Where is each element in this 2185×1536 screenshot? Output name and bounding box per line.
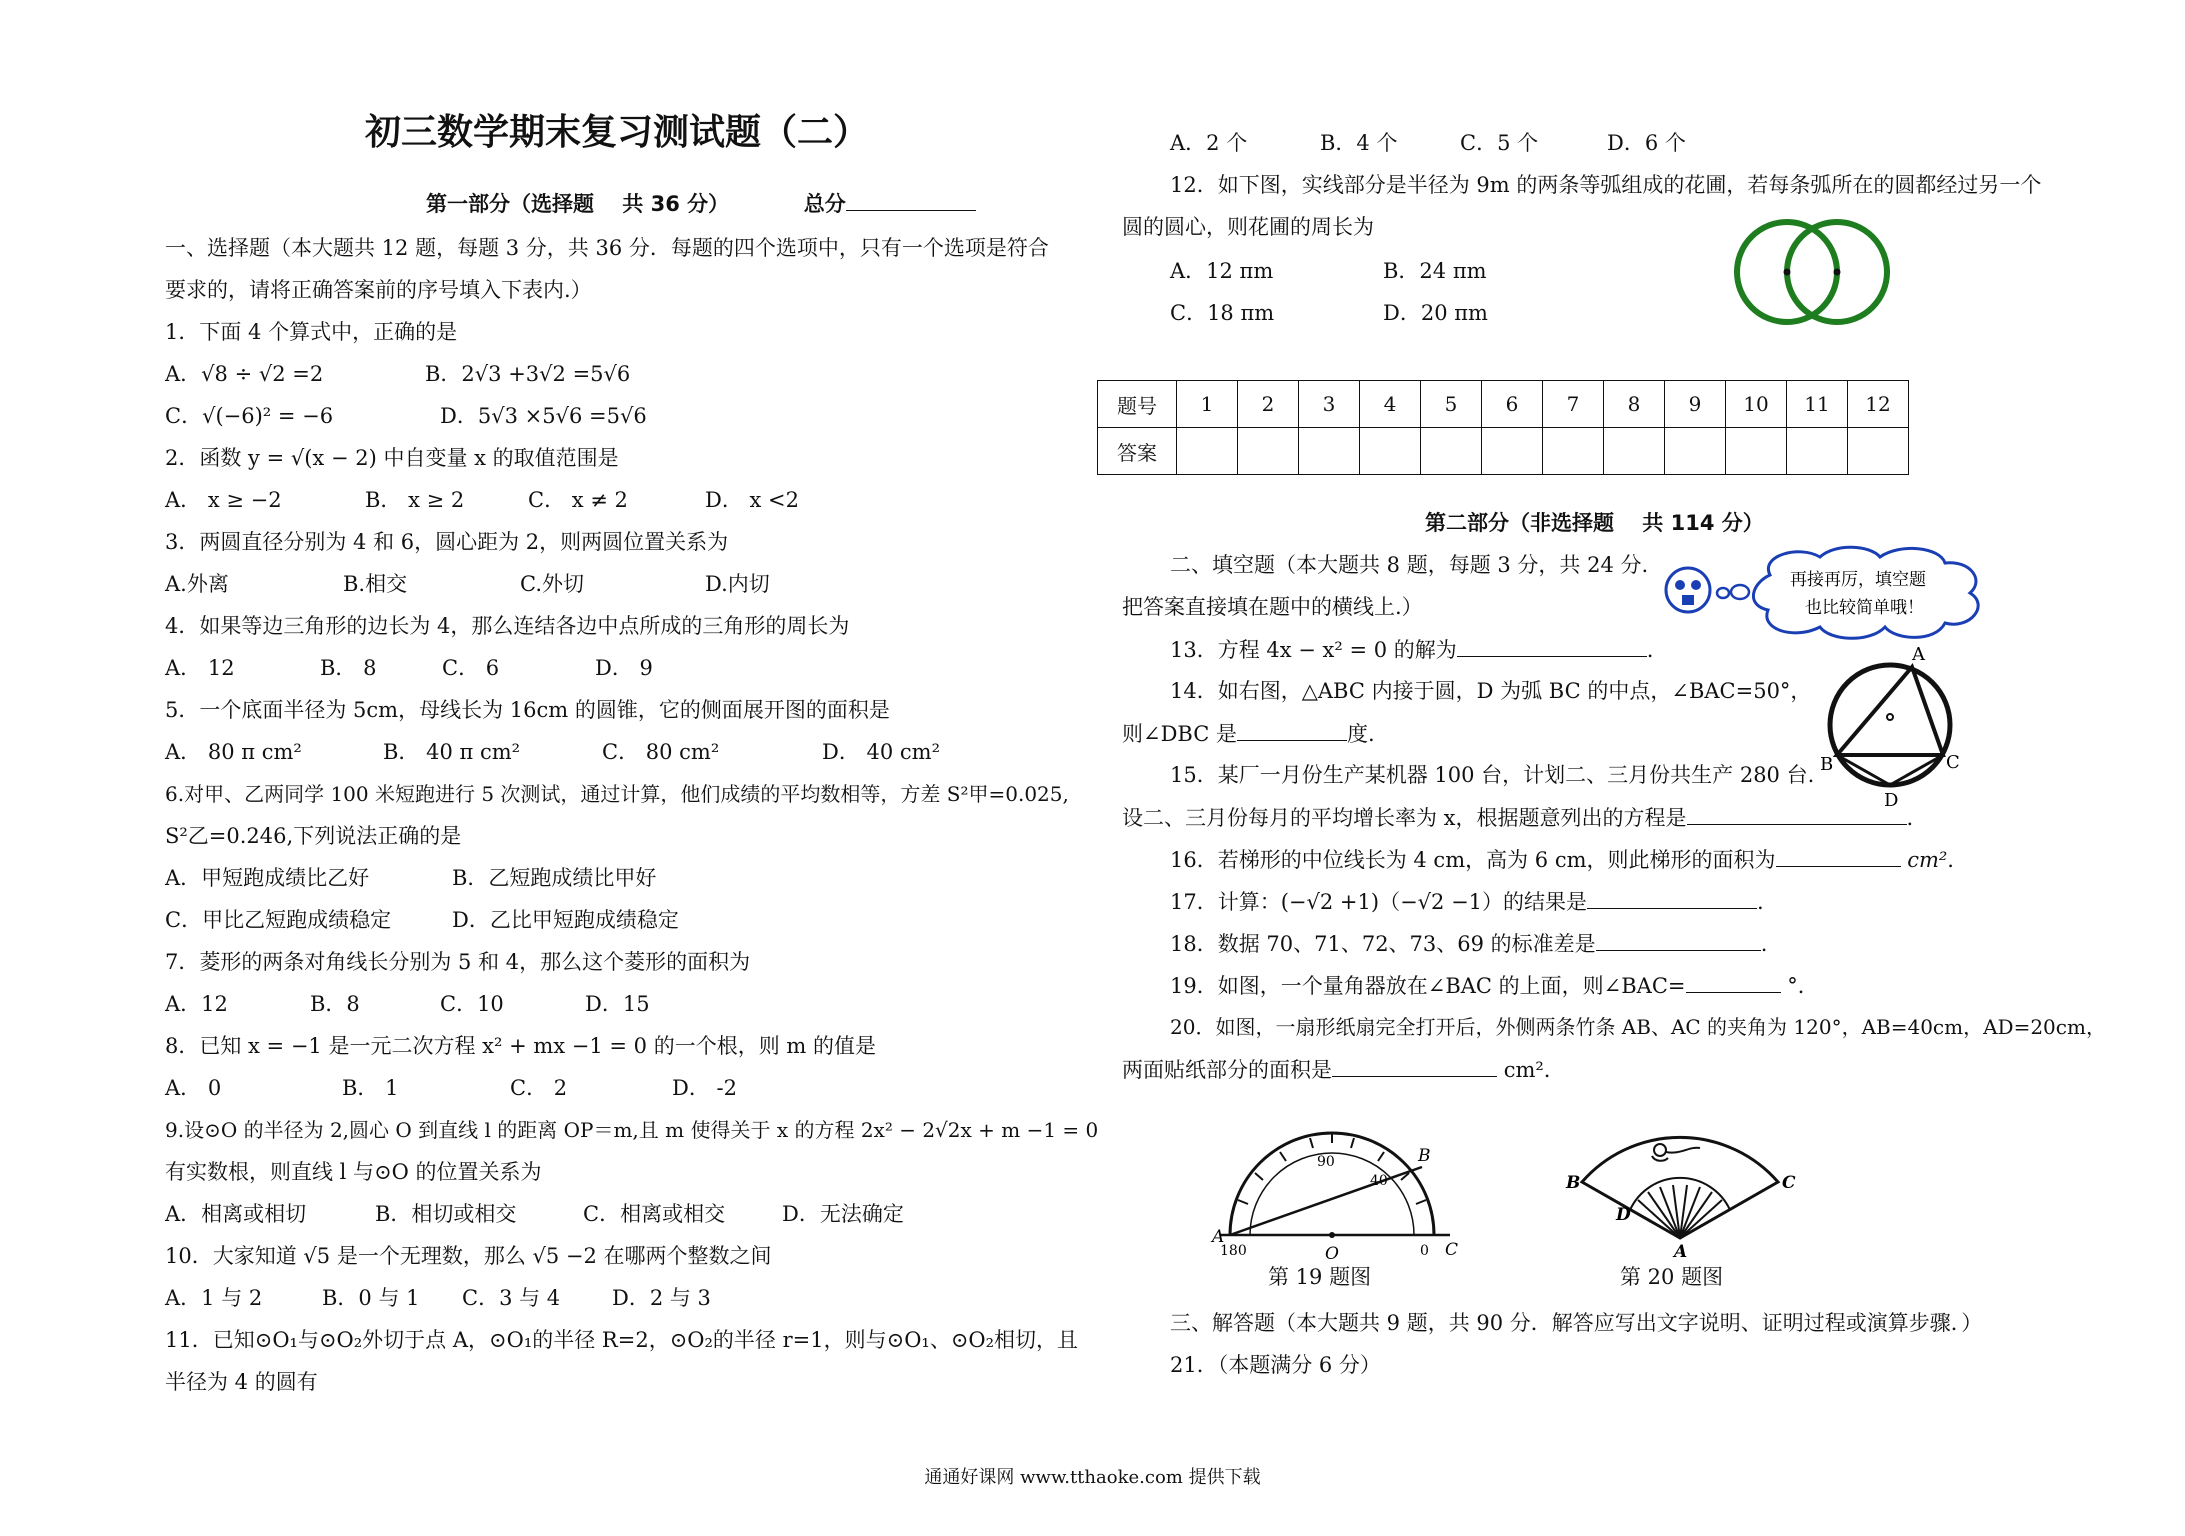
answer-cell[interactable] <box>1726 428 1787 475</box>
answer-table-number: 9 <box>1665 381 1726 428</box>
q3-option-a: A.外离 <box>165 572 229 596</box>
q9-stem-1: 9.设⊙O 的半径为 2,圆心 O 到直线 l 的距离 OP＝m,且 m 使得关于 x 的方程 2x² − 2√2x + m −1 = 0 <box>165 1118 1099 1142</box>
q1-stem: 1．下面 4 个算式中，正确的是 <box>165 320 458 344</box>
q6-option-b: B．乙短跑成绩比甲好 <box>452 866 657 890</box>
section1-intro-1: 一、选择题（本大题共 12 题，每题 3 分，共 36 分．每题的四个选项中，只有一个选项是符合 <box>165 236 1049 260</box>
answer-table-answer-label: 答案 <box>1098 428 1177 475</box>
section3-intro: 三、解答题（本大题共 9 题，共 90 分．解答应写出文字说明、证明过程或演算步骤．） <box>1170 1311 1983 1335</box>
answer-table-number: 4 <box>1360 381 1421 428</box>
fig20-fan-outline <box>1582 1137 1778 1238</box>
q11-option-d: D．6 个 <box>1607 131 1686 155</box>
fig20-flower-decoration <box>1652 1144 1700 1161</box>
answer-cell[interactable] <box>1238 428 1299 475</box>
q12-option-b: B．24 πm <box>1383 259 1487 283</box>
answer-cell[interactable] <box>1543 428 1604 475</box>
part1-heading: 第一部分（选择题 共 36 分） 总分 <box>426 188 976 219</box>
fig19-label-b: B <box>1418 1146 1431 1166</box>
mascot-icon <box>1666 568 1710 612</box>
q3-option-b: B.相交 <box>343 572 408 596</box>
answer-table-number: 2 <box>1238 381 1299 428</box>
q16-line: 16．若梯形的中位线长为 4 cm，高为 6 cm，则此梯形的面积为 cm². <box>1170 844 1954 875</box>
q5-option-d: D． 40 cm² <box>822 740 941 764</box>
answer-table-number: 3 <box>1299 381 1360 428</box>
q16-blank[interactable] <box>1776 844 1901 867</box>
q5-option-a: A． 80 π cm² <box>165 740 302 764</box>
q5-option-b: B． 40 π cm² <box>383 740 521 764</box>
q6-option-d: D．乙比甲短跑成绩稳定 <box>452 908 679 932</box>
q8-option-d: D． -2 <box>672 1076 737 1100</box>
bubble-text-1: 再接再厉，填空题 <box>1790 570 1926 590</box>
answer-cell[interactable] <box>1848 428 1909 475</box>
q4-stem: 4．如果等边三角形的边长为 4，那么连结各边中点所成的三角形的周长为 <box>165 614 850 638</box>
q3-option-d: D.内切 <box>705 572 770 596</box>
q14-line-2: 则∠DBC 是 度. <box>1122 718 1375 749</box>
answer-table-number: 12 <box>1848 381 1909 428</box>
q9-option-c: C．相离或相交 <box>583 1202 726 1226</box>
q7-option-b: B．8 <box>310 992 360 1016</box>
fig14-label-d: D <box>1884 790 1899 810</box>
q5-stem: 5．一个底面半径为 5cm，母线长为 16cm 的圆锥，它的侧面展开图的面积是 <box>165 698 890 722</box>
answer-table-number: 11 <box>1787 381 1848 428</box>
fig20-label-a: A <box>1674 1242 1688 1260</box>
answer-table-number-label: 题号 <box>1098 381 1177 428</box>
q7-option-a: A．12 <box>165 992 228 1016</box>
fig14-figure <box>1820 640 1960 810</box>
q7-stem: 7．菱形的两条对角线长分别为 5 和 4，那么这个菱形的面积为 <box>165 950 751 974</box>
speech-bubble <box>1753 547 1978 638</box>
fig19-tick-180: 180 <box>1220 1243 1247 1259</box>
q6-stem-1: 6.对甲、乙两同学 100 米短跑进行 5 次测试，通过计算，他们成绩的平均数相等，方差 S²甲=0.025, <box>165 782 1069 806</box>
q11-stem-1: 11．已知⊙O₁与⊙O₂外切于点 A，⊙O₁的半径 R=2，⊙O₂的半径 r=1，则与⊙O₁、⊙O₂相切，且 <box>165 1328 1079 1352</box>
q2-option-c: C． x ≠ 2 <box>528 488 628 512</box>
q15-line-2: 设二、三月份每月的平均增长率为 x，根据题意列出的方程是 . <box>1122 802 1913 833</box>
q15-blank[interactable] <box>1687 802 1907 825</box>
fig14-label-b: B <box>1820 754 1834 775</box>
q12-option-c: C．18 πm <box>1170 301 1275 325</box>
bubble-text-2: 也比较简单哦！ <box>1805 598 1924 618</box>
fig19-label-c: C <box>1445 1240 1459 1260</box>
q11-option-b: B．4 个 <box>1320 131 1398 155</box>
q11-stem-2: 半径为 4 的圆有 <box>165 1370 318 1394</box>
q10-option-d: D．2 与 3 <box>612 1286 711 1310</box>
fig14-label-c: C <box>1946 752 1960 773</box>
q3-option-c: C.外切 <box>520 572 584 596</box>
fig20-figure <box>1560 1120 1800 1260</box>
q14-blank[interactable] <box>1237 718 1347 741</box>
q10-option-b: B．0 与 1 <box>322 1286 420 1310</box>
q8-option-c: C． 2 <box>510 1076 568 1100</box>
q18-line: 18．数据 70、71、72、73、69 的标准差是 . <box>1170 928 1767 959</box>
section2-intro-1: 二、填空题（本大题共 8 题，每题 3 分，共 24 分. <box>1170 553 1649 577</box>
fig19-label-o: O <box>1325 1244 1339 1264</box>
q11-option-a: A．2 个 <box>1170 131 1248 155</box>
q15-line-1: 15．某厂一月份生产某机器 100 台，计划二、三月份共生产 280 台. <box>1170 763 1815 787</box>
fig19-tick-0: 0 <box>1420 1243 1429 1259</box>
q7-option-c: C．10 <box>440 992 504 1016</box>
fig12-figure <box>1725 215 1895 335</box>
q9-option-d: D．无法确定 <box>782 1202 904 1226</box>
answer-table-number: 8 <box>1604 381 1665 428</box>
q20-line-2: 两面贴纸部分的面积是 cm². <box>1122 1054 1550 1085</box>
fig19-figure <box>1210 1125 1470 1265</box>
fig20-caption: 第 20 题图 <box>1620 1265 1724 1289</box>
q12-option-d: D．20 πm <box>1383 301 1488 325</box>
answer-table-number-row <box>1098 381 1909 428</box>
q1-option-b: B．2√3 +3√2 =5√6 <box>425 362 631 386</box>
q17-blank[interactable] <box>1587 886 1757 909</box>
answer-cell[interactable] <box>1482 428 1543 475</box>
q4-option-d: D． 9 <box>595 656 653 680</box>
q13-line: 13．方程 4x − x² = 0 的解为 . <box>1170 634 1653 665</box>
q14-line-1: 14．如右图，△ABC 内接于圆，D 为弧 BC 的中点，∠BAC=50°， <box>1170 679 1812 703</box>
section1-intro-2: 要求的，请将正确答案前的序号填入下表内.） <box>165 278 592 302</box>
q1-option-d: D．5√3 ×5√6 =5√6 <box>440 404 647 428</box>
answer-cell[interactable] <box>1177 428 1238 475</box>
answer-table-answer-row <box>1098 428 1909 475</box>
answer-table-number: 7 <box>1543 381 1604 428</box>
q21-title: 21．（本题满分 6 分） <box>1170 1353 1381 1377</box>
q1-option-a: A．√8 ÷ √2 =2 <box>165 362 324 386</box>
q13-blank[interactable] <box>1457 634 1647 657</box>
answer-cell[interactable] <box>1787 428 1848 475</box>
section2-intro-2: 把答案直接填在题中的横线上.） <box>1122 595 1423 619</box>
fig20-ribs <box>1638 1185 1722 1238</box>
q8-option-a: A． 0 <box>165 1076 222 1100</box>
answer-table-number: 10 <box>1726 381 1787 428</box>
q6-option-c: C．甲比乙短跑成绩稳定 <box>165 908 392 932</box>
answer-cell[interactable] <box>1299 428 1360 475</box>
page-footer: 通通好课网 www.tthaoke.com 提供下载 <box>924 1467 1261 1488</box>
q9-option-b: B．相切或相交 <box>375 1202 517 1226</box>
q8-option-b: B． 1 <box>342 1076 399 1100</box>
q5-option-c: C． 80 cm² <box>602 740 720 764</box>
fig19-tick-40: 40 <box>1370 1173 1388 1189</box>
q10-option-a: A．1 与 2 <box>165 1286 263 1310</box>
q20-line-1: 20．如图，一扇形纸扇完全打开后，外侧两条竹条 AB、AC 的夹角为 120°，AB=40cm，AD=20cm， <box>1170 1015 2106 1039</box>
q12-option-a: A．12 πm <box>1170 259 1274 283</box>
fig20-label-d: D <box>1616 1205 1631 1225</box>
q17-line: 17．计算：(−√2 +1)（−√2 −1）的结果是 . <box>1170 886 1764 917</box>
answer-cell[interactable] <box>1421 428 1482 475</box>
q3-stem: 3．两圆直径分别为 4 和 6，圆心距为 2，则两圆位置关系为 <box>165 530 729 554</box>
q2-option-b: B． x ≥ 2 <box>365 488 465 512</box>
q8-stem: 8．已知 x = −1 是一元二次方程 x² + mx −1 = 0 的一个根，则 m 的值是 <box>165 1034 876 1058</box>
q18-blank[interactable] <box>1596 928 1761 951</box>
q2-option-d: D． x <2 <box>705 488 799 512</box>
q4-option-a: A． 12 <box>165 656 235 680</box>
q19-blank[interactable] <box>1686 970 1781 993</box>
answer-cell[interactable] <box>1665 428 1726 475</box>
fig20-label-c: C <box>1782 1173 1796 1193</box>
q4-option-c: C． 6 <box>442 656 500 680</box>
fig20-label-b: B <box>1566 1173 1581 1193</box>
q10-stem: 10．大家知道 √5 是一个无理数，那么 √5 −2 在哪两个整数之间 <box>165 1244 772 1268</box>
encouragement-figure <box>1660 545 2000 645</box>
answer-table-number: 1 <box>1177 381 1238 428</box>
q10-option-c: C．3 与 4 <box>462 1286 561 1310</box>
answer-table <box>1097 380 1909 475</box>
q11-option-c: C．5 个 <box>1460 131 1539 155</box>
page-title: 初三数学期末复习测试题（二） <box>365 112 870 153</box>
fig12-center-left <box>1784 269 1791 276</box>
q12-stem-2: 圆的圆心，则花圃的周长为 <box>1122 215 1374 239</box>
q1-option-c: C．√(−6)² = −6 <box>165 404 334 428</box>
q12-stem-1: 12．如下图，实线部分是半径为 9m 的两条等弧组成的花圃，若每条弧所在的圆都经过另一个 <box>1170 173 2042 197</box>
part2-heading: 第二部分（非选择题 共 114 分） <box>1425 511 1764 535</box>
answer-cell[interactable] <box>1360 428 1421 475</box>
answer-table-number: 6 <box>1482 381 1543 428</box>
q20-blank[interactable] <box>1332 1054 1497 1077</box>
q6-option-a: A．甲短跑成绩比乙好 <box>165 866 370 890</box>
fig19-label-a: A <box>1212 1227 1225 1247</box>
q9-option-a: A．相离或相切 <box>165 1202 307 1226</box>
q19-line: 19．如图，一个量角器放在∠BAC 的上面，则∠BAC= °． <box>1170 970 1819 1001</box>
q2-option-a: A． x ≥ −2 <box>165 488 282 512</box>
answer-cell[interactable] <box>1604 428 1665 475</box>
fig19-tick-90: 90 <box>1317 1154 1335 1170</box>
fig19-protractor-arc <box>1230 1133 1434 1235</box>
fig12-center-right <box>1834 269 1841 276</box>
q2-stem: 2．函数 y = √(x − 2) 中自变量 x 的取值范围是 <box>165 446 619 470</box>
answer-table-number: 5 <box>1421 381 1482 428</box>
fig14-label-a: A <box>1912 644 1925 665</box>
q6-stem-2: S²乙=0.246,下列说法正确的是 <box>165 824 462 848</box>
q4-option-b: B． 8 <box>320 656 377 680</box>
fig19-caption: 第 19 题图 <box>1268 1265 1372 1289</box>
q9-stem-2: 有实数根，则直线 l 与⊙O 的位置关系为 <box>165 1160 542 1184</box>
q7-option-d: D．15 <box>585 992 650 1016</box>
